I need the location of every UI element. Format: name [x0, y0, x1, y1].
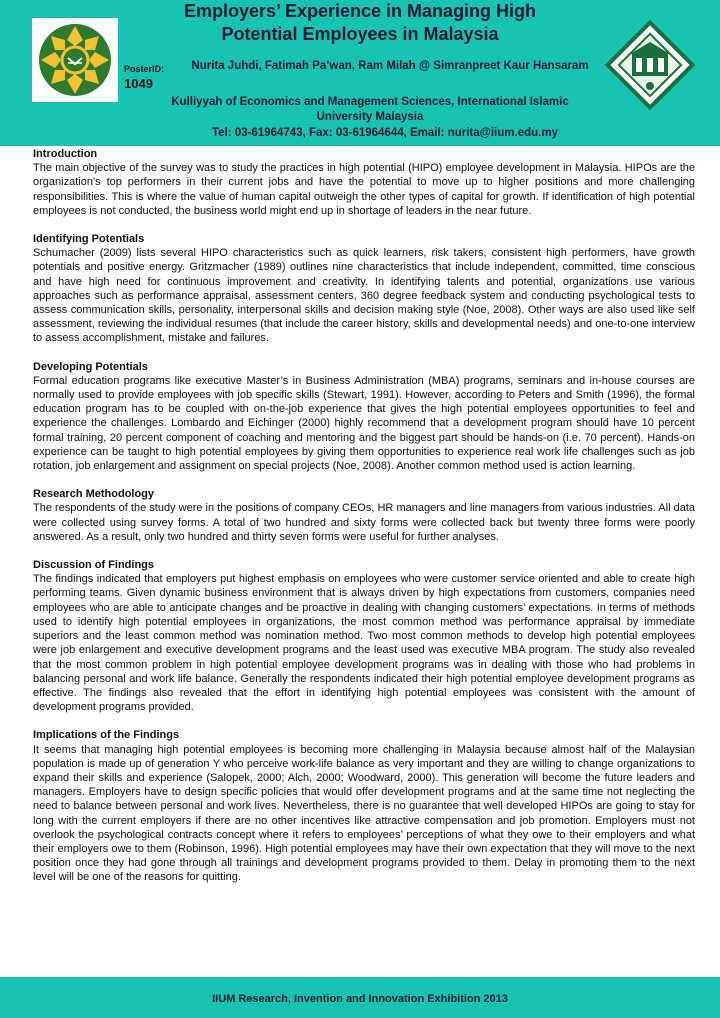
- poster-title: Employers’ Experience in Managing High Potential Employees in Malaysia: [183, 1, 537, 44]
- poster-id-value: 1049: [124, 76, 153, 91]
- poster-body: [33, 147, 695, 899]
- section-text: The findings indicated that employers put highest emphasis on employees who were customer service oriented and able to create high performing teams. Given dynamic business environment that is always driven by high expectations from customers, companies need employees who are able to anticipate changes and be proactive in dealing with changing customers’ expectations. In terms of methods used to identify high potential employees in organizations, the most common method was performance appraisal by immediate superiors and the least common method was nomination method. Two most common methods to develop high potential employees were job enlargement and executive development programs and the least used was executive MBA program. The study also revealed that the most common problem in high potential employee development programs was in dealing with those who had problems in balancing personal and work life balance. Generally the respondents indicated their high potential employee development programs as effective. The findings also revealed that the effort in identifying high potential employees was consistent with the amount of development programs provided.: [33, 573, 695, 714]
- poster-header: [0, 0, 720, 146]
- section-heading: Developing Potentials: [33, 360, 148, 373]
- poster-footer: [0, 977, 720, 1018]
- section-heading: Discussion of Findings: [33, 559, 155, 572]
- section-text: The main objective of the survey was to study the practices in high potential (HIPO) employee development in Malaysia. HIPOs are the organization’s top performers in their current jobs and have the potential to move up to higher positions and more challenging responsibilities. This is where the value of human capital outweigh the other types of capital for growth. If identification of high potential employees is not conducted, the business world might end up in shortage of leaders in the near future.: [33, 162, 695, 217]
- authors: Nurita Juhdi, Fatimah Pa’wan, Ram Milah @ Simranpreet Kaur Hansaram: [191, 60, 589, 72]
- section-text: It seems that managing high potential employees is becoming more challenging in Malaysia because almost half of the Malaysian population is made up of generation Y who perceive work-life balance as very important and they are willing to change organizations to expand their skills and experience (Salopek, 2000; Alch, 2000; Woodward, 2000). This generation will become the future leaders and managers. Employers have to design specific policies that would offer development programs and at the same time not neglecting the need to balance between personal and work lives. Nevertheless, there is no guarantee that well developed HIPOs are going to stay for long with the current employers if there are no other incentives like attractive compensation and job promotion. Employers must not overlook the psychological contracts concept where it refers to employees’ perceptions of what they owe to their employers and what their employers owe to them (Robinson, 1996). High potential employees may have their own expectation that they will move to the next position once they had gone through all trainings and development programs provided to them. Delay in promoting them to the next level will be one of the reasons for quitting.: [33, 743, 695, 884]
- section-text: The respondents of the study were in the positions of company CEOs, HR managers and line managers from various industries. All data were collected using survey forms. A total of two hundred and sixty forms were collected back but twenty three forms were poorly answered. As a result, only two hundred and thirty seven forms were useful for further analyses.: [33, 502, 695, 543]
- section-developing-potentials: [33, 360, 695, 474]
- contact-info: Tel: 03-61964743, Fax: 03-61964644, Email: nurita@iium.edu.my: [212, 127, 558, 139]
- section-heading: Introduction: [33, 148, 98, 160]
- section-introduction: [33, 147, 695, 218]
- section-heading: Research Methodology: [33, 488, 155, 501]
- section-heading: Identifying Potentials: [33, 233, 145, 246]
- section-text: Schumacher (2009) lists several HIPO characteristics such as quick learners, risk takers, consistent high performers, have growth potentials and positive energy. Gritzmacher (1989) outlines nine characteristics that include independent, committed, time conscious and have high need for continuous improvement and creativity. In identifying talents and potential, organizations use various approaches such as performance appraisal, assessment centers, 360 degree feedback system and conducting psychological tests to assess communication skills, personality, interpersonal skills and decision making style (Noe, 2008). Other ways are also used like self assessment, reviewing the individual resumes (that include the career history, skills and developmental needs) and one-to-one interview to assess accomplishment, mistake and failures.: [33, 247, 695, 345]
- affiliation: Kulliyyah of Economics and Management Sciences, International Islamic University Malaysia: [171, 96, 569, 123]
- section-text: Formal education programs like executive Master’s in Business Administration (MBA) programs, seminars and in-house courses are normally used to provide employees with job specific skills (Stewart, 1991). However, according to Peters and Smith (1996), the formal education program has to be coupled with on-the-job experience that gives the high potential employees opportunities to feel and experience the challenges. Lombardo and Eichinger (2000) highly recommend that a development program should have 10 percent formal training, 20 percent component of coaching and mentoring and the biggest part should be hands-on (i.e. 70 percent). Hands-on experience can be taught to high potential employees by giving them opportunities to experience real work life challenges such as job rotation, job enlargement and assignment on special projects (Noe, 2008). Another common method used is action learning.: [33, 374, 695, 473]
- section-research-methodology: [33, 487, 695, 544]
- footer-text: IIUM Research, Invention and Innovation Exhibition 2013: [212, 993, 508, 1005]
- section-identifying-potentials: [33, 232, 695, 346]
- poster-id-label: PosterID:: [124, 64, 165, 74]
- section-discussion-of-findings: [33, 558, 695, 714]
- university-emblem-icon: [604, 20, 696, 110]
- section-heading: Implications of the Findings: [33, 729, 180, 742]
- section-implications: [33, 728, 695, 884]
- iium-crest-icon: [32, 18, 118, 102]
